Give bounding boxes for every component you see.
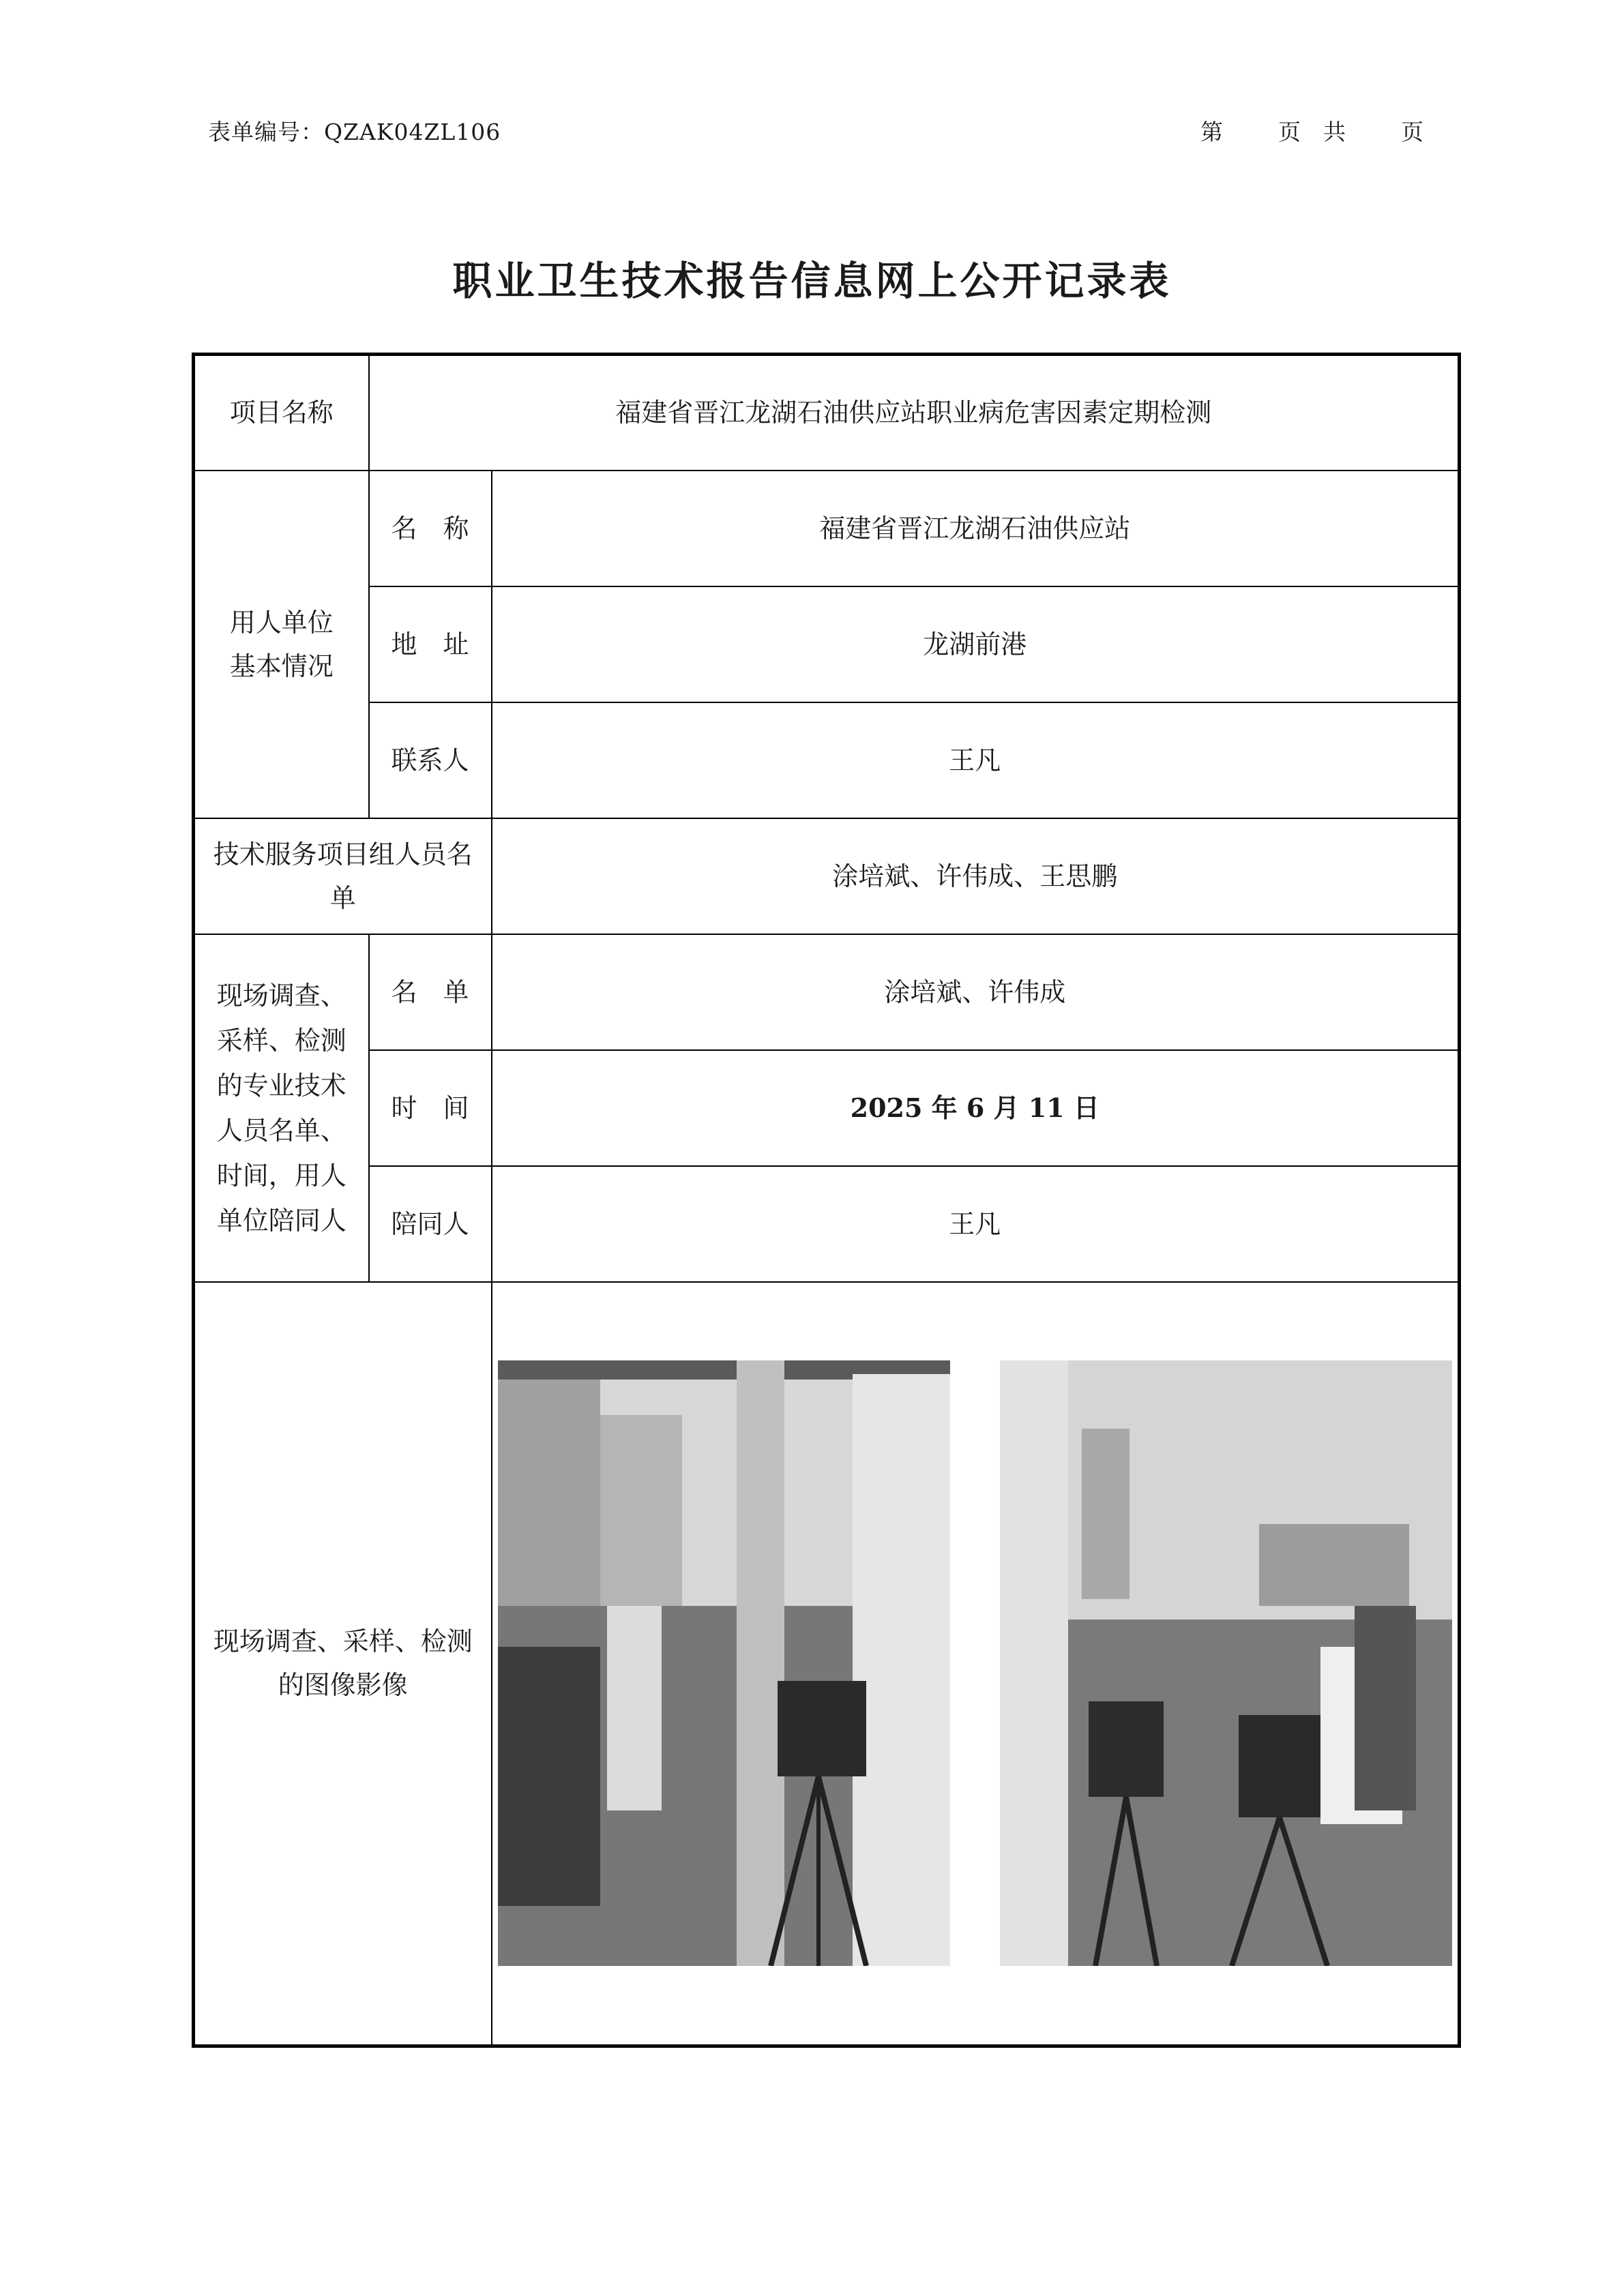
images-cell — [492, 1282, 1460, 2046]
address-value: 龙湖前港 — [492, 586, 1460, 702]
row-name — [194, 471, 1460, 586]
list-label: 名 单 — [369, 934, 492, 1050]
row-contact — [194, 702, 1460, 818]
escort-label: 陪同人 — [369, 1166, 492, 1282]
team-value: 涂培斌、许伟成、王思鹏 — [492, 818, 1460, 934]
employer-label: 用人单位基本情况 — [194, 471, 369, 818]
contact-label: 联系人 — [369, 702, 492, 818]
page-indicator — [1200, 115, 1423, 147]
project-label: 项目名称 — [194, 355, 369, 471]
row-time — [194, 1050, 1460, 1166]
survey-label: 现场调查、采样、检测的专业技术人员名单、时间，用人单位陪同人 — [194, 934, 369, 1282]
row-project — [194, 355, 1460, 471]
contact-value: 王凡 — [492, 702, 1460, 818]
time-value: 2025 年 6 月 11 日 — [492, 1050, 1460, 1166]
form-number: 表单编号：QZAK04ZL106 — [208, 119, 501, 145]
page-ye-total: 页 — [1401, 119, 1423, 145]
images-label: 现场调查、采样、检测的图像影像 — [194, 1282, 492, 2046]
address-label: 地 址 — [369, 586, 492, 702]
row-team — [194, 818, 1460, 934]
page-gong: 共 — [1323, 119, 1346, 145]
time-label: 时 间 — [369, 1050, 492, 1166]
record-table — [192, 353, 1461, 2048]
team-label: 技术服务项目组人员名单 — [194, 818, 492, 934]
list-value: 涂培斌、许伟成 — [492, 934, 1460, 1050]
row-images — [194, 1282, 1460, 2046]
page-ye: 页 — [1278, 119, 1301, 145]
name-label: 名 称 — [369, 471, 492, 586]
page-di: 第 — [1200, 119, 1223, 145]
project-value: 福建省晋江龙湖石油供应站职业病危害因素定期检测 — [369, 355, 1460, 471]
row-address — [194, 586, 1460, 702]
page-title: 职业卫生技术报告信息网上公开记录表 — [452, 258, 1172, 304]
name-value: 福建省晋江龙湖石油供应站 — [492, 471, 1460, 586]
row-list — [194, 934, 1460, 1050]
row-escort — [194, 1166, 1460, 1282]
photo-row — [492, 1360, 1458, 1966]
site-photo-motorcycle — [1000, 1360, 1452, 1966]
site-photo-fuel-nozzle — [498, 1360, 950, 1966]
escort-value: 王凡 — [492, 1166, 1460, 1282]
